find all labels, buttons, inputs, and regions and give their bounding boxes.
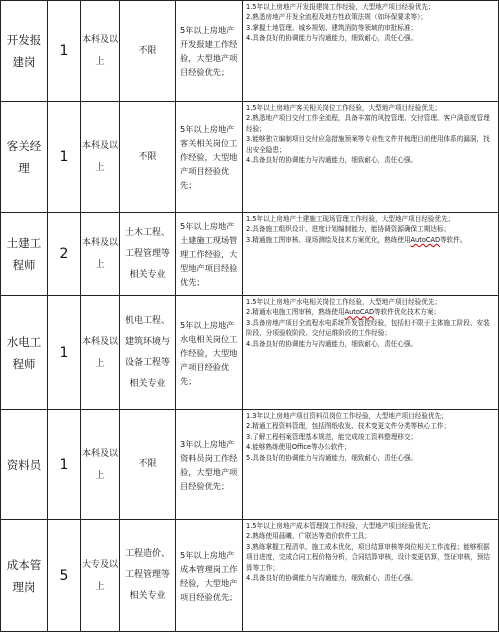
- education-cell: 本科及以上: [81, 213, 120, 296]
- requirement-line: 1.5年以上房地产客关相关岗位工作经验，大型地产项目经验优先；: [246, 104, 442, 112]
- count-cell: 1: [48, 1, 81, 102]
- requirement-line: 3.掌握土地管理、城乡规划、建筑消防等领域的审批标准；: [246, 23, 418, 32]
- experience-cell: 5年以上房地产开发报建工作经验，大型地产项目经验优先；: [176, 1, 243, 102]
- requirement-line: 3.能够独立编制项目交付应急措施预案等专业性文件并梳理目前使用体系的漏洞，找出安全隐患；: [246, 135, 490, 154]
- education-cell: 本科及以上: [81, 296, 120, 410]
- requirement-line: 3.了解工程档案管理基本规范，能完成竣工资料整理移交；: [246, 432, 418, 441]
- position-cell: 开发报建岗: [1, 1, 48, 102]
- position-cell: 资料员: [1, 410, 48, 520]
- table-row: [1, 410, 499, 520]
- table-row: [1, 102, 499, 213]
- count-cell: 5: [48, 520, 81, 632]
- experience-cell: 3年以上房地产资料员岗工作经验，大型地产项目经验优先；: [176, 410, 243, 520]
- table-row: [1, 520, 499, 632]
- experience-cell: 5年以上房地产成本管理岗工作经验，大型地产项目经验优先；: [176, 520, 243, 632]
- requirement-line: 1.5年以上房地产成本管理岗工作经验，大型地产项目经验优先；: [246, 522, 435, 530]
- position-cell: 成本管理岗: [1, 520, 48, 632]
- requirement-line: 3.熟练掌握工程清单，施工成本优化，项目结算审核等岗位相关工作流程；能够根据项目进度，完成合同工程价格分析，合同结算审核，设计变更估算，签证审核，预结算等工作；: [246, 542, 490, 572]
- major-cell: 不限: [120, 102, 176, 213]
- count-cell: 2: [48, 213, 81, 296]
- requirement-line: 2.具备施工组织设计、进度计划编制能力，能协调资源确保工期达标；: [246, 225, 451, 234]
- requirement-line: 4.具备良好的协调能力与沟通能力，细致耐心，责任心强。: [246, 574, 418, 583]
- requirements-cell: [243, 520, 499, 632]
- experience-cell: 5年以上房地产水电相关岗位工作经验，大型地产项目经验优先；: [176, 296, 243, 410]
- table-row: [1, 1, 499, 102]
- major-cell: 不限: [120, 410, 176, 520]
- requirement-line: 2.精通工程资料管理，包括图纸收发、技术变更文件分类等核心工作；: [246, 422, 451, 431]
- table-row: [1, 213, 499, 296]
- requirement-line: 4.具备良好的协调能力与沟通能力，细致耐心，责任心强。: [246, 34, 418, 43]
- major-cell: 土木工程、工程管理等相关专业: [120, 213, 176, 296]
- requirement-line: 2.熟悉地产项目交付工作全流程，具备丰富的风控管理、交付管理、客户满意度管理经验；: [246, 114, 490, 133]
- requirements-cell: [243, 102, 499, 213]
- requirement-line: 3.具备房地产项目全流程水电系统开发管控经验，包括但不限于主体施工阶段、安装阶段、分项验收阶段、交付运维阶段的工作经验；: [246, 318, 490, 338]
- education-cell: 本科及以上: [81, 102, 120, 213]
- education-cell: 本科及以上: [81, 410, 120, 520]
- education-cell: 大专及以上: [81, 520, 120, 632]
- position-cell: 水电工程师: [1, 296, 48, 410]
- requirement-line: 4.能够熟练使用Office等办公软件；: [246, 443, 351, 452]
- table-row: [1, 296, 499, 410]
- requirement-line: 1.5年以上房地产土建施工现场管理工作经验，大型地产项目经验优先；: [246, 215, 455, 223]
- major-cell: 不限: [120, 1, 176, 102]
- requirements-cell: [243, 410, 499, 520]
- experience-cell: 5年以上房地产客关相关岗位工作经验，大型地产项目经验优先；: [176, 102, 243, 213]
- major-cell: 机电工程、建筑环境与设备工程等相关专业: [120, 296, 176, 410]
- requirement-line: 1.3年以上房地产项目资料员岗位工作经验，大型地产项目经验优先；: [246, 412, 448, 420]
- requirements-cell: [243, 1, 499, 102]
- requirement-line: 2.熟练使用晨曦、广联达等造价软件工具；: [246, 532, 371, 541]
- requirement-line: 1.5年以上房地产开发报建岗工作经验，大型地产项目经验优先；: [246, 3, 435, 11]
- count-cell: 1: [48, 102, 81, 213]
- position-cell: 土建工程师: [1, 213, 48, 296]
- education-cell: 本科及以上: [81, 1, 120, 102]
- major-cell: 工程造价、工程管理等相关专业: [120, 520, 176, 632]
- requirement-line: 3.精通施工图审核、现场测绘及技术方案优化，熟练使用AutoCAD等软件。: [246, 235, 467, 244]
- requirement-line: 5.具备良好的协调能力与沟通能力，细致耐心，责任心强。: [246, 453, 418, 462]
- requirement-line: 2.熟悉房地产开发全流程及地方性政策法规（如环保要求等）；: [246, 13, 428, 22]
- requirement-line: 1.5年以上房地产水电相关岗位工作经验，大型地产项目经验优先；: [246, 298, 442, 306]
- requirements-cell: [243, 213, 499, 296]
- requirement-line: 2.精通水电施工图审核，熟练使用AutoCAD等软件优化技术方案；: [246, 308, 441, 317]
- requirement-line: 4.具备良好的协调能力与沟通能力，细致耐心，责任心强。: [246, 156, 418, 165]
- count-cell: 1: [48, 410, 81, 520]
- count-cell: 1: [48, 296, 81, 410]
- requirement-line: 4.具备良好的协调能力与沟通能力，细致耐心，责任心强。: [246, 339, 418, 348]
- experience-cell: 5年以上房地产土建施工现场管理工作经验，大型地产项目经验优先；: [176, 213, 243, 296]
- requirements-cell: [243, 296, 499, 410]
- position-cell: 客关经理: [1, 102, 48, 213]
